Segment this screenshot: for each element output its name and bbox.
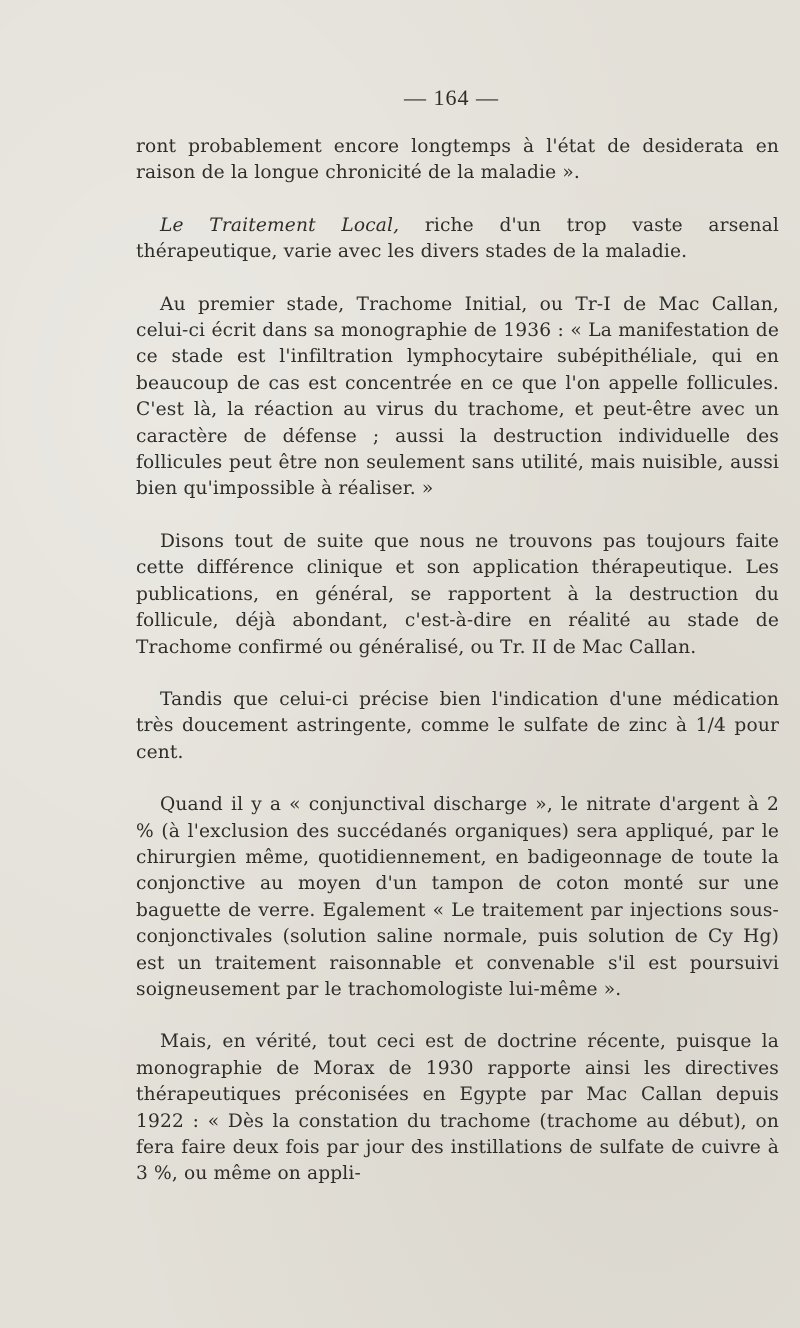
paragraph-traitement-local: [136, 213, 779, 266]
paragraph-tandis: Tandis que celui-ci précise bien l'indication d'une médication très doucement astringente, comme le sulfate de zinc à 1/4 pour cent.: [136, 688, 779, 763]
page-number: — 164 —: [404, 85, 499, 110]
italic-section-heading: Le Traitement Local,: [160, 214, 400, 236]
paragraph-quand: Quand il y a « conjunctival discharge », le nitrate d'argent à 2 % (à l'exclusion des succédanés organiques) sera appliqué, par le chirurgien même, quotidiennement, en badigeonnage de toute la conjonctive au moyen d'un tampon de coton monté sur une baguette de verre. Egalement « Le traitement par injections sous-conjonctivales (solution saline normale, puis solution de Cy Hg) est un traitement raisonnable et convenable s'il est poursuivi soigneusement par le trachomologiste lui-même ».: [136, 794, 779, 1000]
document-page: [136, 80, 779, 1214]
paragraph-mais: Mais, en vérité, tout ceci est de doctrine récente, puisque la monographie de Morax de 1930 rapporte ainsi les directives thérapeutiques préconisées en Egypte par Mac Callan depuis 1922 : « Dès la constation du trachome (trachome au début), on fera faire deux fois par jour des instillations de sulfate de cuivre à 3 %, ou même on appli-: [136, 1031, 779, 1185]
paragraph-disons: Disons tout de suite que nous ne trouvons pas toujours faite cette différence clinique et son application thérapeutique. Les publications, en général, se rapportent à la destruction du follicule, déjà abondant, c'est-à-dire en réalité au stade de Trachome confirmé ou généralisé, ou Tr. II de Mac Callan.: [136, 530, 779, 658]
paragraph-continuation: ront probablement encore longtemps à l'état de desiderata en raison de la longue chronicité de la maladie ».: [136, 136, 779, 184]
paragraph-text: riche d'un trop vaste arsenal thérapeutique, varie avec les divers stades de la maladie.: [136, 214, 779, 263]
paragraph-premier-stade: Au premier stade, Trachome Initial, ou Tr-I de Mac Callan, celui-ci écrit dans sa monographie de 1936 : « La manifestation de ce stade est l'infiltration lymphocytaire subépithéliale, qui en beaucoup de cas est concentrée en ce que l'on appelle follicules. C'est là, la réaction au virus du trachome, et peut-être avec un caractère de défense ; aussi la destruction individuelle des follicules peut être non seulement sans utilité, mais nuisible, aussi bien qu'impossible à réaliser. »: [136, 293, 779, 500]
